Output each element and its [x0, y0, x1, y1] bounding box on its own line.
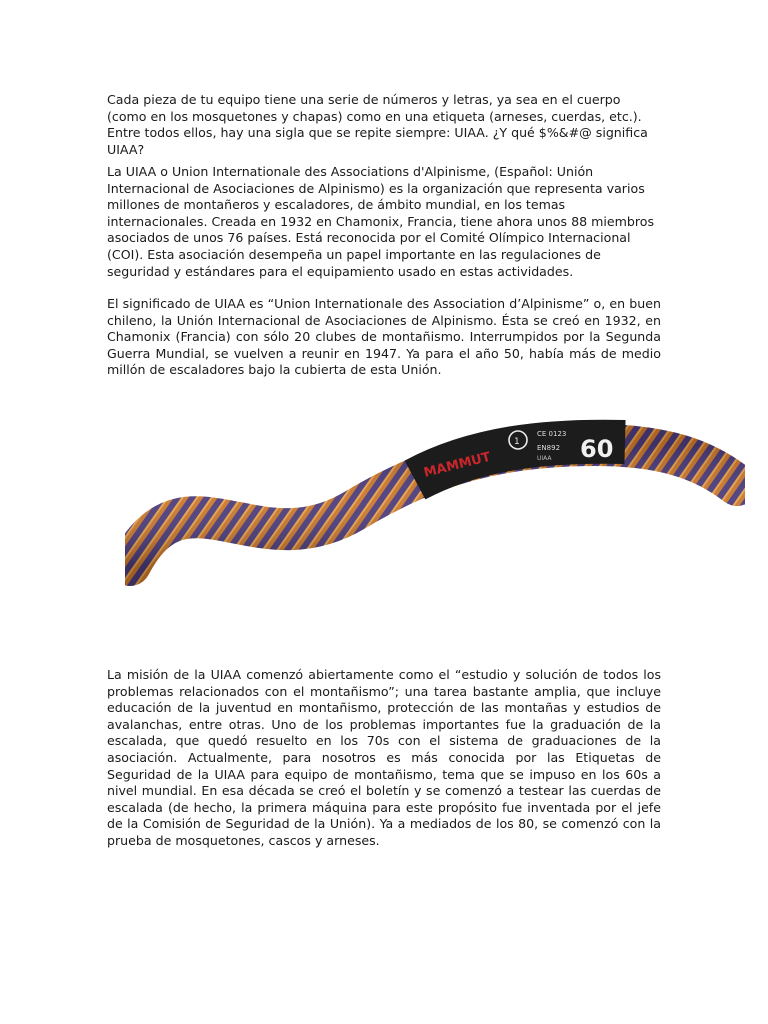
rope-standard-text: EN892 [537, 444, 561, 452]
paragraph-mission: La misión de la UIAA comenzó abiertamente como el “estudio y solución de todos los problemas relacionados con el montañismo”; una tarea bastante amplia, que incluye educación de la juventud en montañismo, protección de las montañas y estudios de avalanchas, entre otras. Uno de los problemas importantes fue la graduación de la escalada, que quedó resuelto en los 70s con el sistema de graduaciones de la asociación. Actualmente, para nosotros es más conocida por las Etiquetas de Seguridad de la UIAA para equipo de montañismo, tema que se impuso en los 60s a nivel mundial. En esa década se creó el boletín y se comenzó a testear las cuerdas de escalada (de hecho, la primera máquina para este propósito fue inventada por el jefe de la Comisión de Seguridad de la Unión). Ya a mediados de los 80, se comenzó con la prueba de mosquetones, cascos y arneses. [107, 667, 661, 848]
rope-number-text: 60 [580, 435, 614, 463]
rope-cert-text: UIAA [537, 455, 552, 462]
paragraph-meaning: El significado de UIAA es “Union Internationale des Association d’Alpinisme” o, en buen chileno, la Unión Internacional de Asociaciones de Alpinismo. Ésta se creó en 1932, en Chamonix (Francia) con sólo 20 clubes de montañismo. Interrumpidos por la Segunda Guerra Mundial, se vuelven a reunir en 1947. Ya para el año 50, había más de medio millón de escaladores bajo la cubierta de esta Unión. [107, 296, 661, 378]
paragraph-definition: La UIAA o Union Internationale des Associations d'Alpinisme, (Español: Unión Internacional de Asociaciones de Alpinismo) es la organización que representa varios millones de montañeros y escaladores, de ámbito mundial, en los temas internacionales. Creada en 1932 en Chamonix, Francia, tiene ahora unos 88 miembros asociados de unos 76 países. Está reconocida por el Comité Olímpico Internacional (COI). Esta asociación desempeña un papel importante en las regulaciones de seguridad y estándares para el equipamiento usado en estas actividades. [107, 164, 655, 279]
climbing-rope-image [125, 400, 745, 590]
rope-brand-text: MAMMUT [422, 449, 493, 481]
paragraph-intro: Cada pieza de tu equipo tiene una serie de números y letras, ya sea en el cuerpo (como en los mosquetones y chapas) como en una etiqueta (arneses, cuerdas, etc.). Entre todos ellos, hay una sigla que se repite siempre: UIAA. ¿Y qué $%&#@ significa UIAA? [107, 92, 648, 157]
rope-ce-text: CE 0123 [537, 430, 567, 438]
svg-text:1: 1 [514, 437, 520, 447]
